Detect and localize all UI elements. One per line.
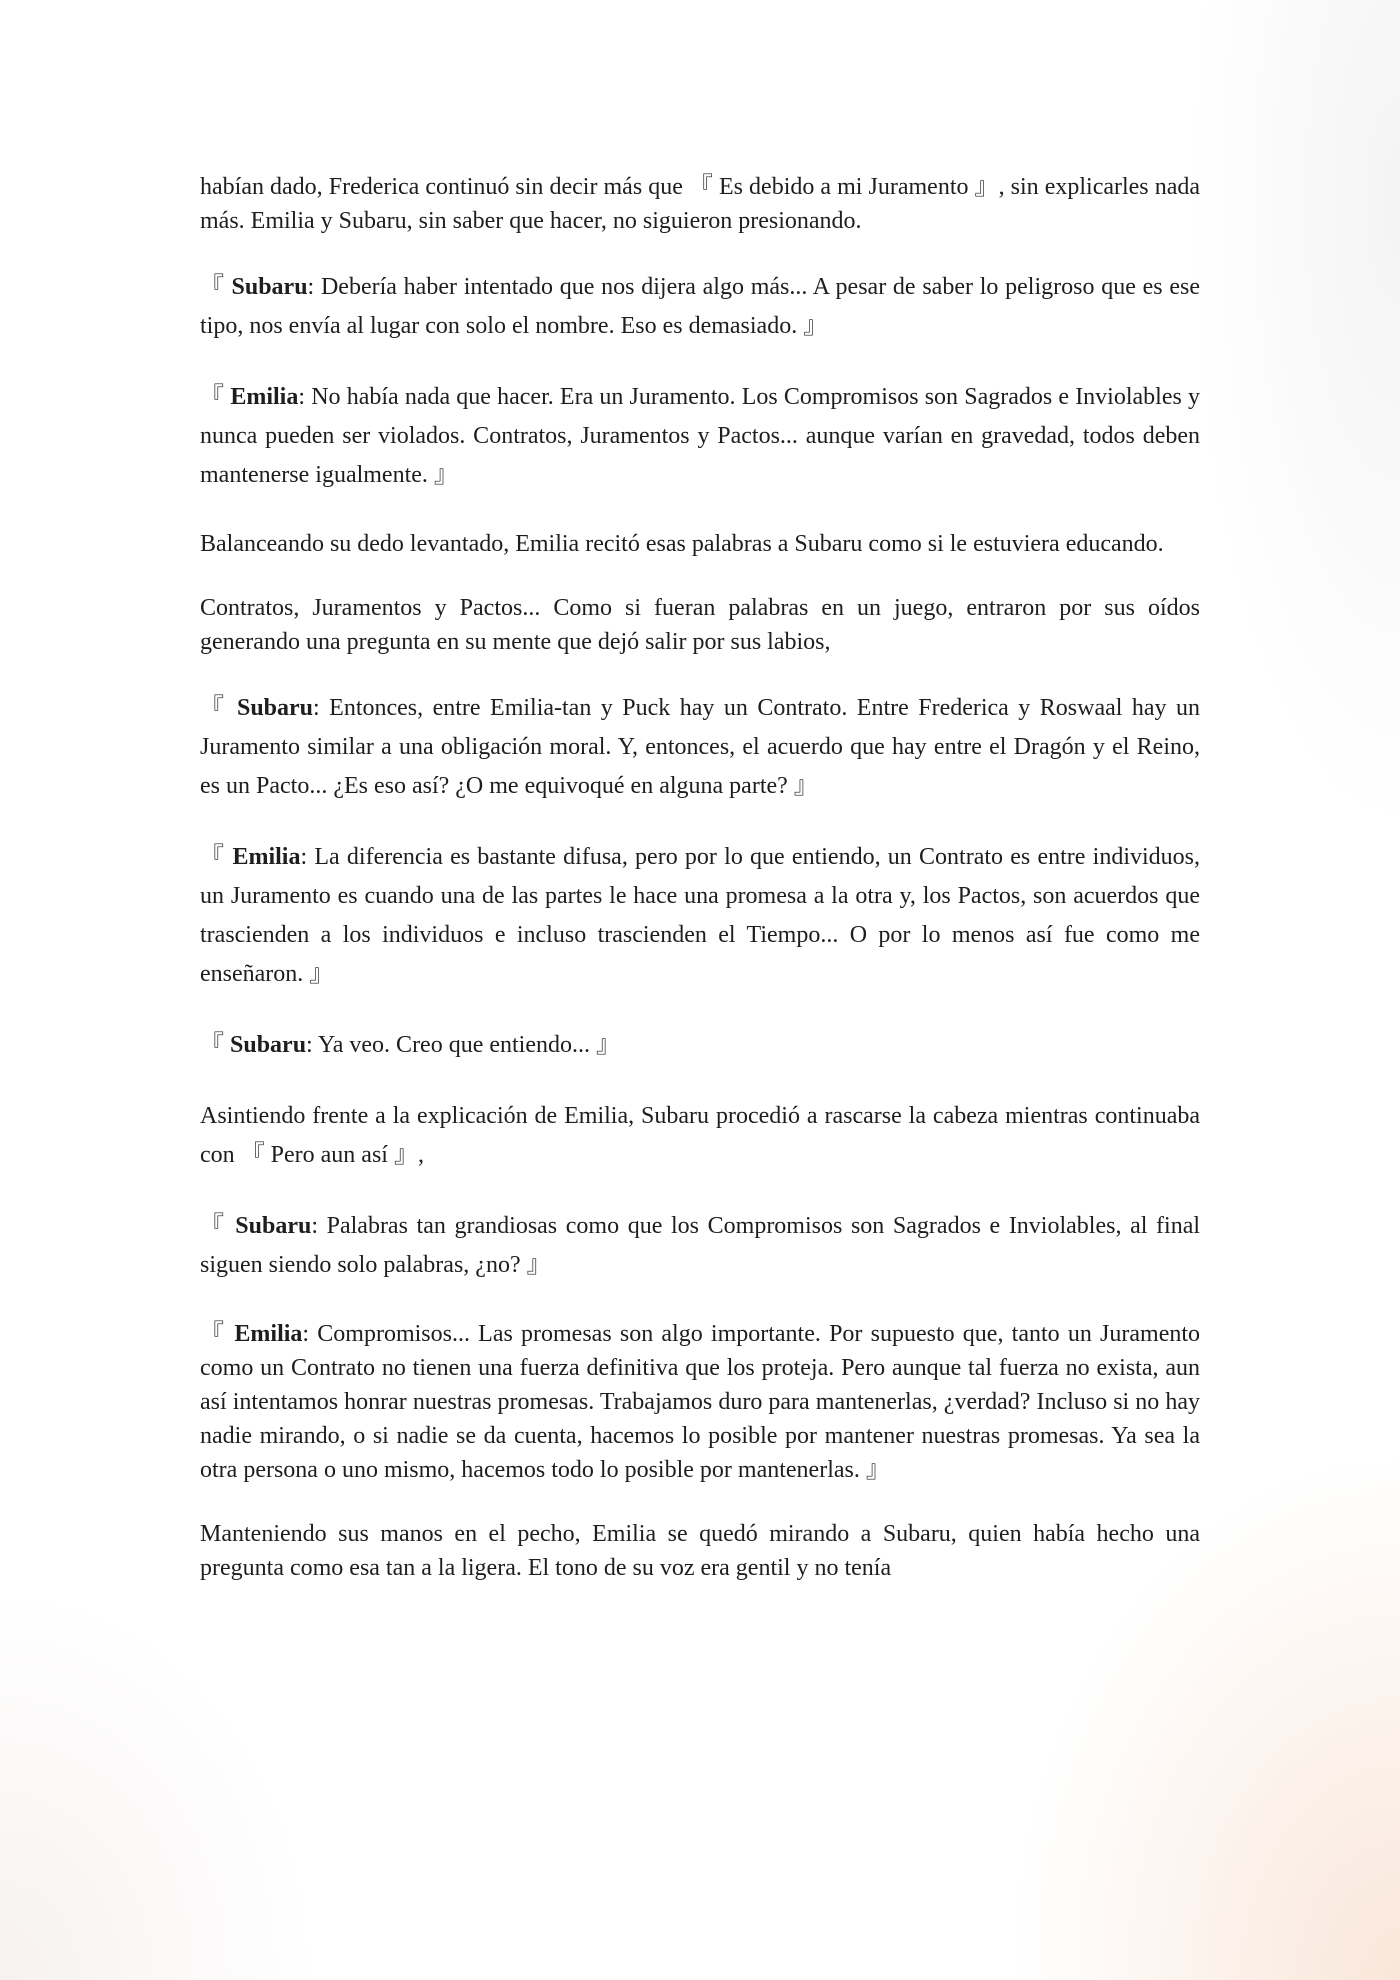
- open-bracket: 『: [200, 1213, 227, 1239]
- narration-paragraph: Manteniendo sus manos en el pecho, Emilia se quedó mirando a Subaru, quien había hecho una pregunta como esa tan a la ligera. El tono de su voz era gentil y no tenía: [200, 1521, 1200, 1581]
- narration-paragraph: Contratos, Juramentos y Pactos... Como si fueran palabras en un juego, entraron por sus oídos generando una pregunta en su mente que dejó salir por sus labios,: [200, 595, 1200, 655]
- narration-paragraph: Asintiendo frente a la explicación de Emilia, Subaru procedió a rascarse la cabeza mientras continuaba con 『 Pero aun así 』,: [200, 1103, 1200, 1168]
- dialogue-paragraph: [200, 268, 1200, 346]
- open-bracket: 『: [200, 695, 228, 721]
- speaker-name: Emilia: [230, 384, 299, 410]
- dialogue-text: : La diferencia es bastante difusa, pero por lo que entiendo, un Contrato es entre individuos, un Juramento es cuando una de las partes le hace una promesa a la otra y, los Pactos, son acuerdos que trascienden a los individuos e incluso trascienden el Tiempo... O por lo menos así fue como me enseñaron. 』: [200, 844, 1201, 987]
- speaker-name: Emilia: [234, 1321, 303, 1347]
- narration-paragraph: Balanceando su dedo levantado, Emilia recitó esas palabras a Subaru como si le estuviera educando.: [200, 531, 1164, 557]
- open-bracket: 『: [200, 274, 225, 300]
- dialogue-text: : Entonces, entre Emilia-tan y Puck hay un Contrato. Entre Frederica y Roswaal hay un Juramento similar a una obligación moral. Y, entonces, el acuerdo que hay entre el Dragón y el Reino, es un Pacto... ¿Es eso así? ¿O me equivoqué en alguna parte? 』: [200, 695, 1201, 799]
- dialogue-text: : No había nada que hacer. Era un Juramento. Los Compromisos son Sagrados e Inviolables y nunca pueden ser violados. Contratos, Juramentos y Pactos... aunque varían en gravedad, todos deben mantenerse igualmente. 』: [200, 384, 1201, 488]
- open-bracket: 『: [200, 844, 226, 870]
- dialogue-paragraph: [200, 1317, 1200, 1487]
- dialogue-paragraph: [200, 1207, 1200, 1285]
- dialogue-paragraph: [200, 1026, 1200, 1065]
- narration-paragraph: habían dado, Frederica continuó sin decir más que 『 Es debido a mi Juramento 』, sin explicarles nada más. Emilia y Subaru, sin saber que hacer, no siguieron presionando.: [200, 174, 1200, 234]
- dialogue-text: : Palabras tan grandiosas como que los Compromisos son Sagrados e Inviolables, al final siguen siendo solo palabras, ¿no? 』: [200, 1213, 1201, 1278]
- speaker-name: Subaru: [230, 1032, 307, 1058]
- dialogue-text: : Debería haber intentado que nos dijera algo más... A pesar de saber lo peligroso que es ese tipo, nos envía al lugar con solo el nombre. Eso es demasiado. 』: [200, 274, 1200, 339]
- dialogue-paragraph: [200, 378, 1200, 495]
- speaker-name: Subaru: [235, 1213, 312, 1239]
- speaker-name: Subaru: [231, 274, 308, 300]
- open-bracket: 『: [200, 1032, 224, 1058]
- open-bracket: 『: [200, 384, 225, 410]
- dialogue-paragraph: [200, 838, 1200, 994]
- speaker-name: Emilia: [232, 844, 301, 870]
- open-bracket: 『: [200, 1321, 227, 1347]
- dialogue-paragraph: [200, 689, 1200, 806]
- dialogue-text: : Compromisos... Las promesas son algo importante. Por supuesto que, tanto un Juramento como un Contrato no tienen una fuerza definitiva que los proteja. Pero aunque tal fuerza no exista, aun así intentamos honrar nuestras promesas. Trabajamos duro para mantenerlas, ¿verdad? Incluso si no hay nadie mirando, o si nadie se da cuenta, hacemos lo posible por mantener nuestras promesas. Ya sea la otra persona o uno mismo, hacemos todo lo posible por mantenerlas. 』: [200, 1321, 1201, 1483]
- speaker-name: Subaru: [236, 695, 314, 721]
- document-text: [200, 170, 1200, 1615]
- dialogue-text: : Ya veo. Creo que entiendo... 』: [306, 1032, 621, 1058]
